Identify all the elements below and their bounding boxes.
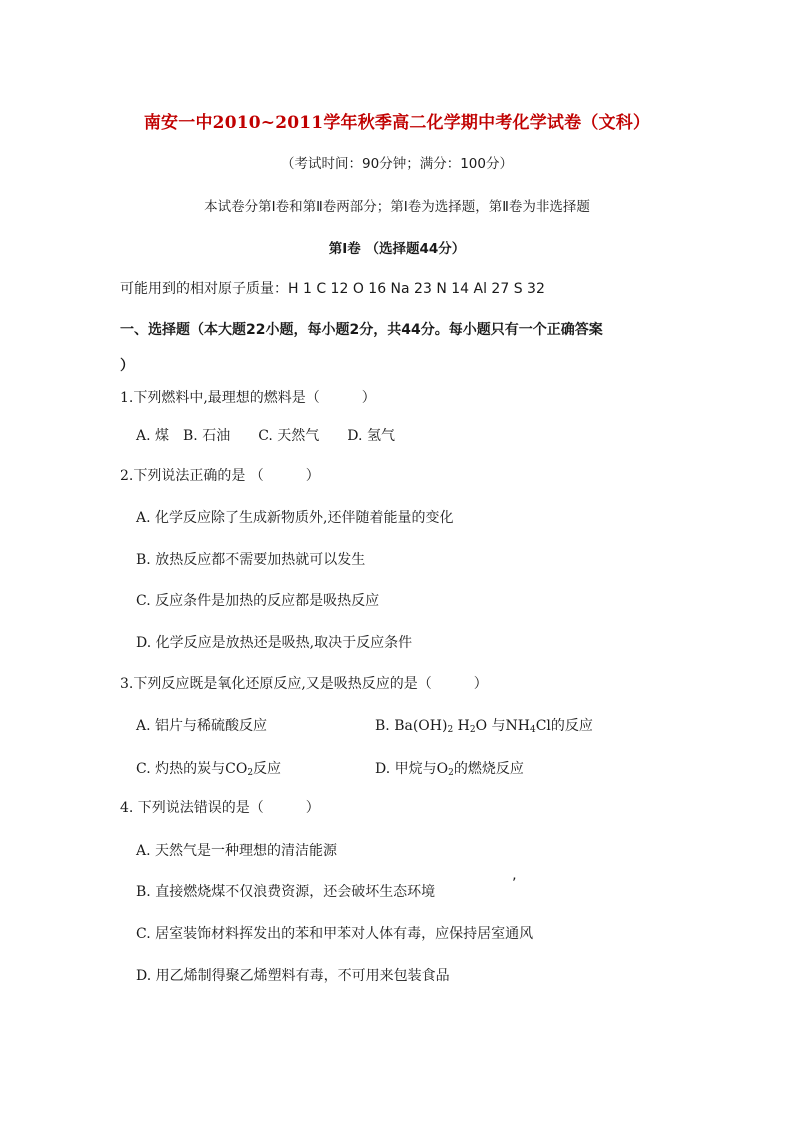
exam-title: 南安一中2010~2011学年秋季高二化学期中考化学试卷（文科） [143, 113, 651, 133]
question-2-option-c: C. 反应条件是加热的反应都是吸热反应 [136, 593, 380, 609]
question-4-stem: 4. 下列说法错误的是（ ） [120, 800, 320, 816]
atomic-mass-line: 可能用到的相对原子质量：H 1 C 12 O 16 Na 23 N 14 Al 27 S 32 [120, 281, 545, 297]
question-2-stem: 2.下列说法正确的是 （ ） [120, 468, 320, 484]
exam-info: （考试时间：90分钟；满分：100分） [281, 156, 513, 172]
question-4-option-a: A. 天然气是一种理想的清洁能源 [136, 843, 338, 859]
stray-mark: ’ [512, 876, 517, 892]
question-3-option-b: B. $Ba(OH)_2$ $H_2O$ 与$NH_4Cl$的反应 [375, 718, 593, 735]
question-4-option-c: C. 居室装饰材料挥发出的苯和甲苯对人体有毒，应保持居室通风 [136, 926, 534, 942]
question-3-stem: 3.下列反应既是氧化还原反应,又是吸热反应的是（ ） [120, 676, 488, 692]
question-3-option-c: C. 灼热的炭与$CO_2$反应 [136, 761, 282, 778]
question-3-option-a: A. 铝片与稀硫酸反应 [136, 718, 268, 734]
part-title: 第Ⅰ卷 （选择题44分） [328, 241, 466, 257]
question-4-option-b: B. 直接燃烧煤不仅浪费资源，还会破坏生态环境 [136, 884, 436, 900]
question-1-stem: 1.下列燃料中,最理想的燃料是（ ） [120, 390, 376, 406]
question-1-options: A. 煤 B. 石油 C. 天然气 D. 氢气 [136, 428, 395, 444]
section-heading-close: ） [120, 358, 134, 374]
question-2-option-a: A. 化学反应除了生成新物质外,还伴随着能量的变化 [136, 510, 454, 526]
question-2-option-d: D. 化学反应是放热还是吸热,取决于反应条件 [136, 635, 413, 651]
question-2-option-b: B. 放热反应都不需要加热就可以发生 [136, 552, 366, 568]
question-3-option-d: D. 甲烷与$O_2$的燃烧反应 [375, 761, 524, 778]
question-4-option-d: D. 用乙烯制得聚乙烯塑料有毒，不可用来包装食品 [136, 968, 450, 984]
structure-note: 本试卷分第Ⅰ卷和第Ⅱ卷两部分；第Ⅰ卷为选择题，第Ⅱ卷为非选择题 [204, 199, 590, 215]
section-heading: 一、选择题（本大题22小题，每小题2分，共44分。每小题只有一个正确答案 [120, 322, 603, 338]
